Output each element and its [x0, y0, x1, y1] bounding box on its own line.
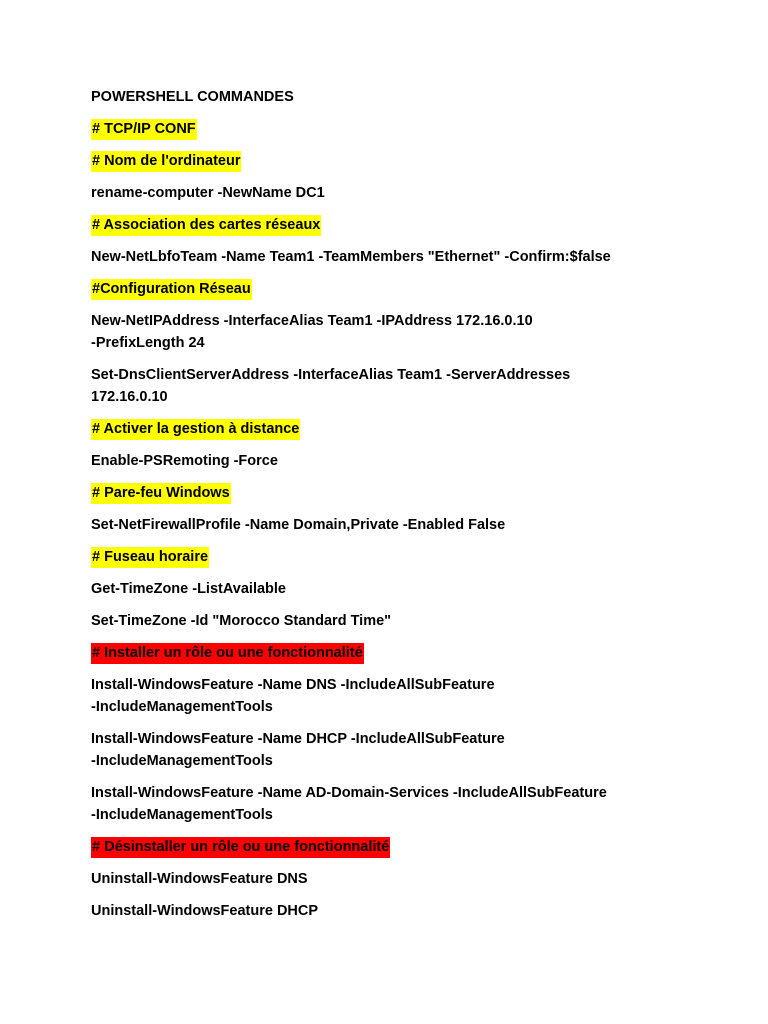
command-line — [91, 246, 691, 268]
command-text: Install-WindowsFeature -Name DNS -IncludeAllSubFeature -IncludeManagementTools — [91, 677, 495, 715]
section-heading — [91, 642, 691, 664]
command-line — [91, 364, 691, 408]
section-heading — [91, 836, 691, 858]
command-line — [91, 610, 691, 632]
section-heading-text: # Installer un rôle ou une fonctionnalité — [91, 643, 364, 664]
command-line — [91, 310, 691, 354]
document-body — [91, 118, 691, 922]
document-page — [91, 86, 691, 932]
section-heading — [91, 118, 691, 140]
section-heading — [91, 150, 691, 172]
command-text: rename-computer -NewName DC1 — [91, 185, 325, 201]
section-heading-text: # Pare-feu Windows — [91, 483, 231, 504]
command-line — [91, 900, 691, 922]
command-text: Get-TimeZone -ListAvailable — [91, 581, 286, 597]
command-text: Set-NetFirewallProfile -Name Domain,Private -Enabled False — [91, 517, 506, 533]
section-heading-text: # Fuseau horaire — [91, 547, 209, 568]
section-heading — [91, 418, 691, 440]
command-text: Uninstall-WindowsFeature DHCP — [91, 903, 319, 919]
command-line — [91, 514, 691, 536]
command-line — [91, 578, 691, 600]
section-heading-text: # Désinstaller un rôle ou une fonctionnalité — [91, 837, 390, 858]
section-heading-text: # TCP/IP CONF — [91, 119, 197, 140]
section-heading — [91, 214, 691, 236]
section-heading — [91, 278, 691, 300]
section-heading-text: # Nom de l'ordinateur — [91, 151, 241, 172]
section-heading-text: # Association des cartes réseaux — [91, 215, 321, 236]
command-text: Install-WindowsFeature -Name DHCP -IncludeAllSubFeature -IncludeManagementTools — [91, 731, 505, 769]
command-line — [91, 728, 691, 772]
command-text: Enable-PSRemoting -Force — [91, 453, 278, 469]
section-heading — [91, 482, 691, 504]
command-line — [91, 782, 691, 826]
command-text: Set-TimeZone -Id "Morocco Standard Time" — [91, 613, 392, 629]
section-heading-text: # Activer la gestion à distance — [91, 419, 300, 440]
command-text: Set-DnsClientServerAddress -InterfaceAlias Team1 -ServerAddresses 172.16.0.10 — [91, 367, 571, 405]
command-text: New-NetIPAddress -InterfaceAlias Team1 -IPAddress 172.16.0.10 -PrefixLength 24 — [91, 313, 533, 351]
command-line — [91, 674, 691, 718]
command-text: Uninstall-WindowsFeature DNS — [91, 871, 308, 887]
command-line — [91, 182, 691, 204]
command-line — [91, 450, 691, 472]
section-heading — [91, 546, 691, 568]
document-title: POWERSHELL COMMANDES — [91, 89, 294, 105]
command-text: Install-WindowsFeature -Name AD-Domain-Services -IncludeAllSubFeature -IncludeManagementTools — [91, 785, 607, 823]
section-heading-text: #Configuration Réseau — [91, 279, 252, 300]
command-line — [91, 868, 691, 890]
command-text: New-NetLbfoTeam -Name Team1 -TeamMembers "Ethernet" -Confirm:$false — [91, 249, 611, 265]
